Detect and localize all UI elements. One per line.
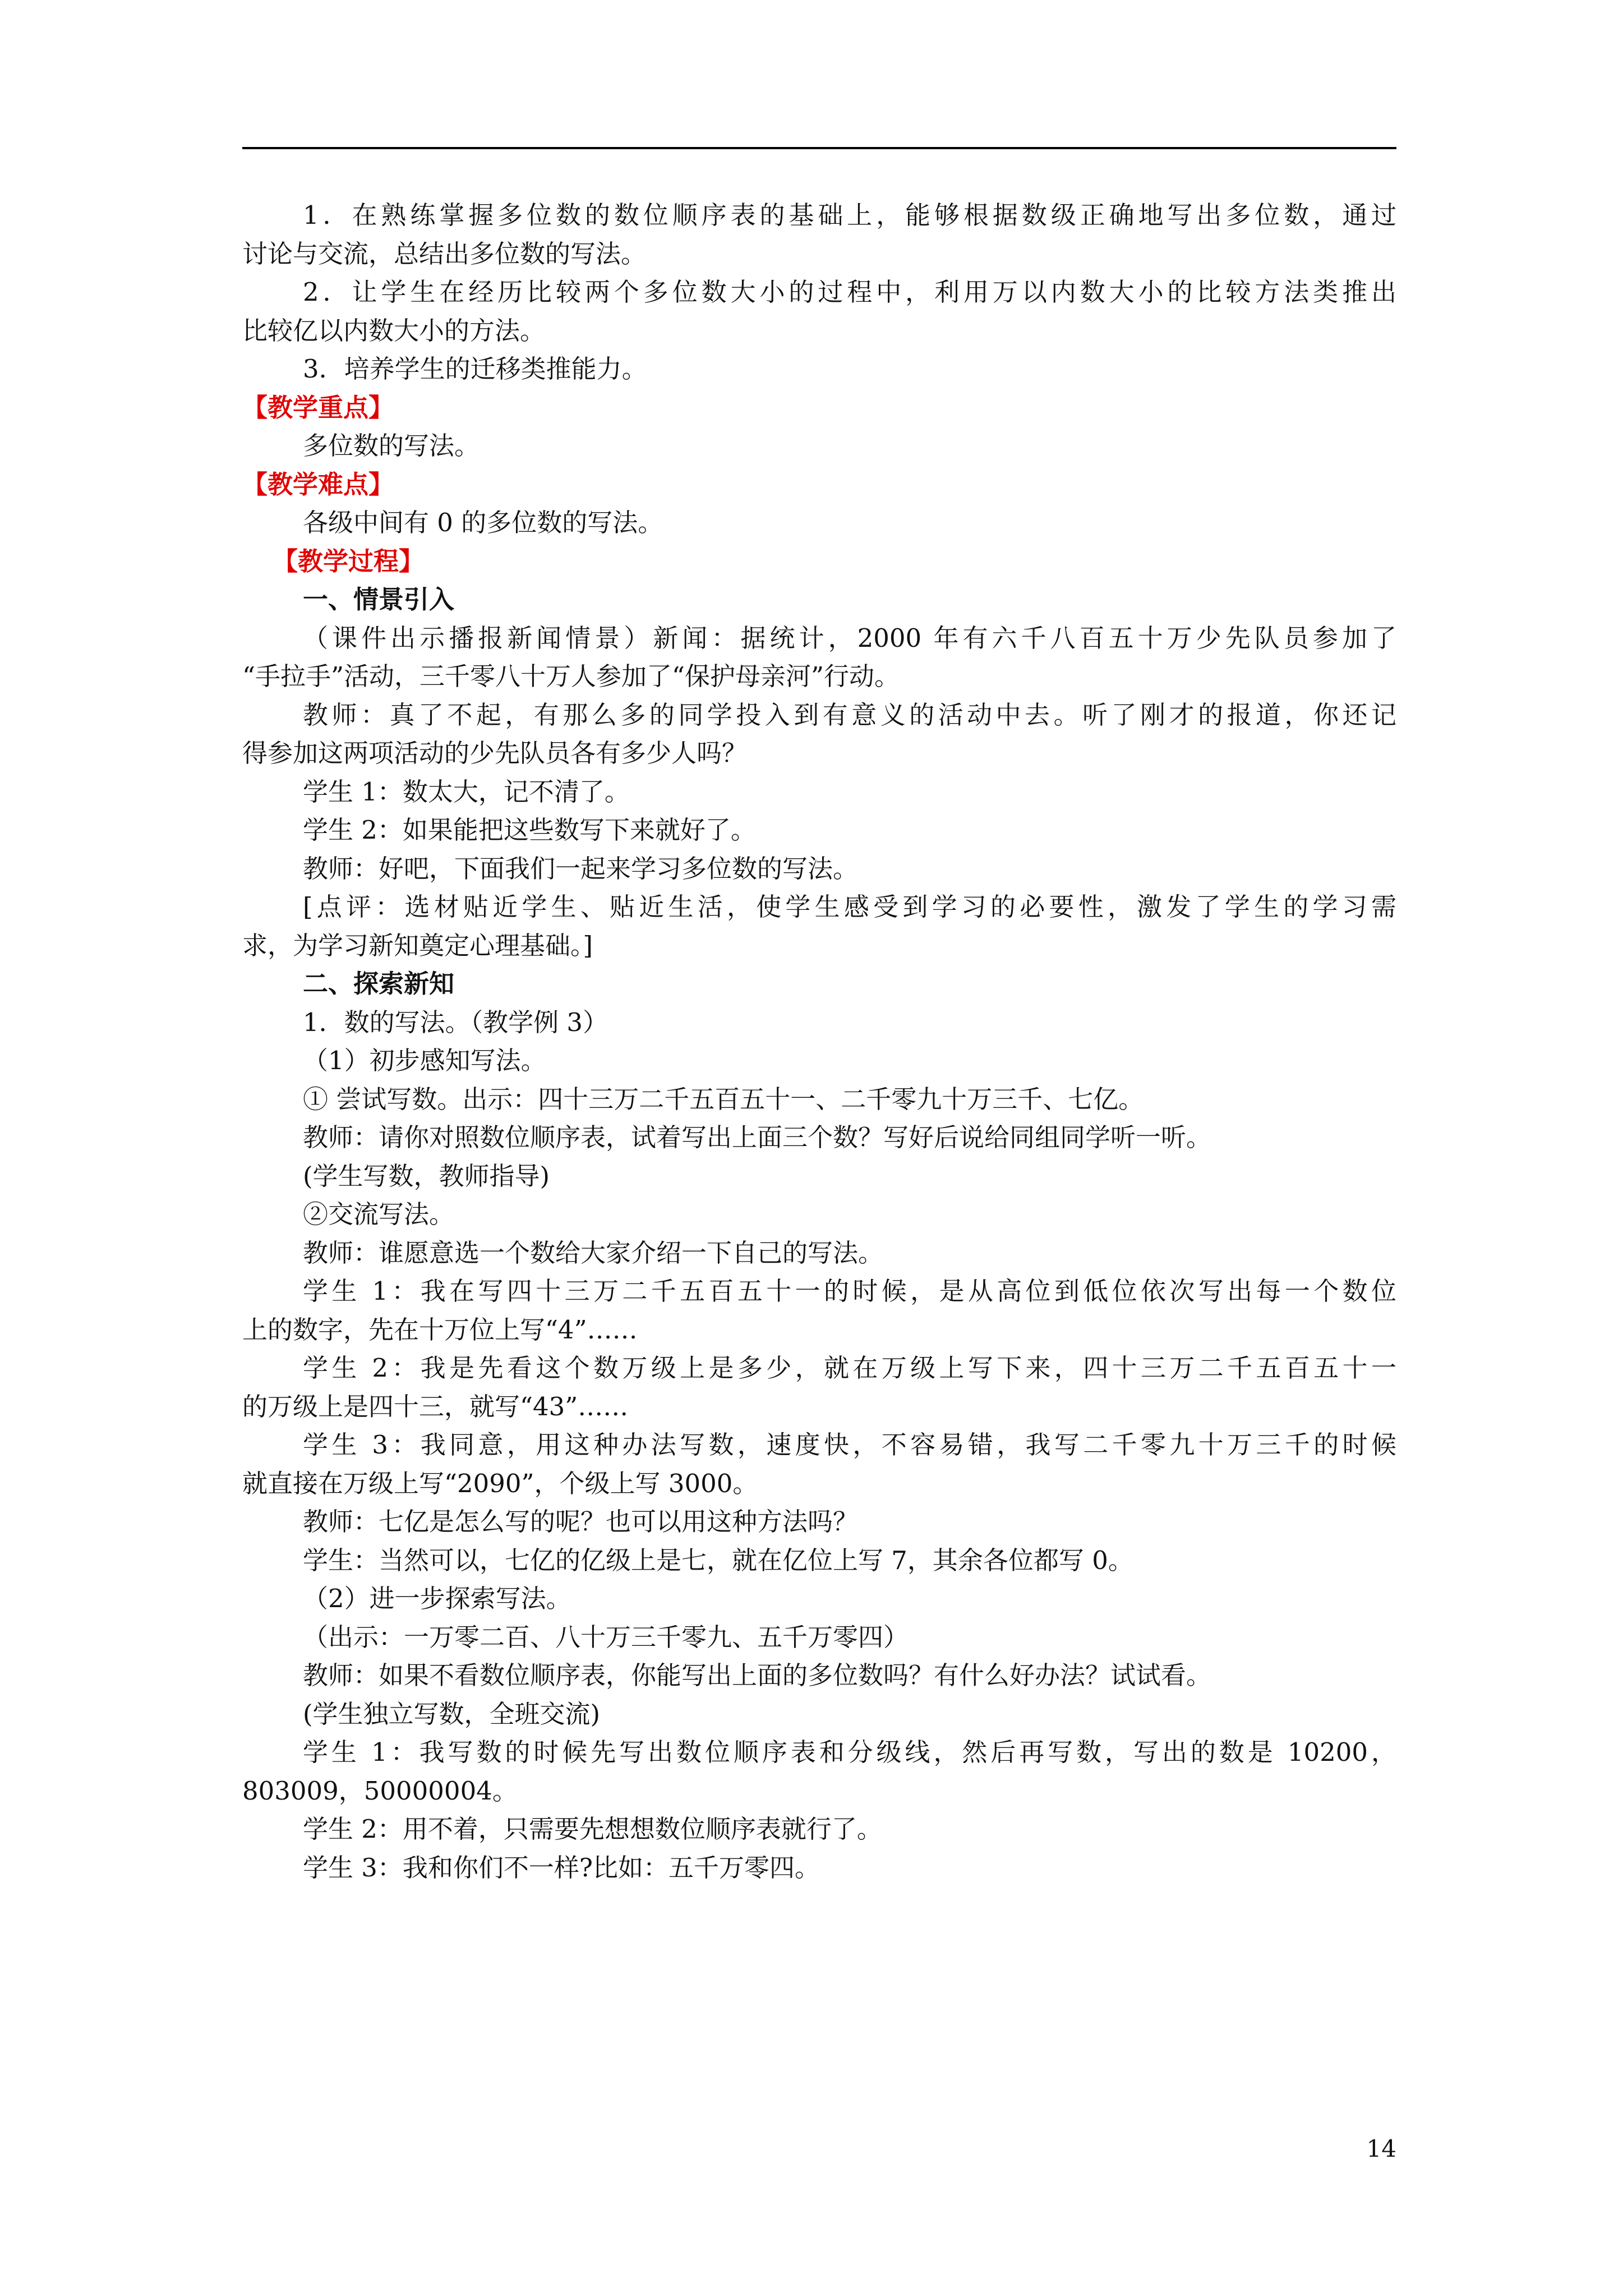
- text-line: 上的数字，先在十万位上写“4”……: [242, 1314, 638, 1345]
- text-line: （1）初步感知写法。: [303, 1046, 546, 1075]
- text-line: 学生：当然可以，七亿的亿级上是七，就在亿位上写 7，其余各位都写 0。: [303, 1545, 1133, 1575]
- text-line: 1．在熟练掌握多位数的数位顺序表的基础上，能够根据数级正确地写出多位数，通过: [303, 200, 1396, 230]
- subsection-heading: 二、探索新知: [303, 969, 455, 999]
- text-line: 学生 3：我和你们不一样?比如：五千万零四。: [303, 1852, 820, 1883]
- text-line: 教师：请你对照数位顺序表，试着写出上面三个数？写好后说给同组同学听一听。: [303, 1122, 1212, 1152]
- section-heading: 【教学重点】: [242, 392, 394, 422]
- header-rule: [242, 147, 1396, 149]
- text-line: 学生 3：我同意，用这种办法写数，速度快，不容易错，我写二千零九十万三千的时候: [303, 1430, 1396, 1460]
- text-line: 803009，50000004。: [242, 1775, 518, 1806]
- text-line: ②交流写法。: [303, 1199, 455, 1229]
- text-line: （课件出示播报新闻情景）新闻：据统计，2000 年有六千八百五十万少先队员参加了: [303, 623, 1396, 653]
- text-line: 教师：好吧，下面我们一起来学习多位数的写法。: [303, 853, 859, 884]
- text-line: （出示：一万零二百、八十万三千零九、五千万零四）: [303, 1622, 909, 1652]
- text-line: 教师：谁愿意选一个数给大家介绍一下自己的写法。: [303, 1237, 884, 1268]
- section-heading: 【教学难点】: [242, 469, 394, 499]
- text-line: 多位数的写法。: [303, 431, 480, 461]
- text-line: 教师：如果不看数位顺序表，你能写出上面的多位数吗？有什么好办法？试试看。: [303, 1660, 1212, 1690]
- text-line: 学生 1：数太大，记不清了。: [303, 776, 630, 807]
- section-heading: 【教学过程】: [273, 546, 425, 576]
- text-line: 2．让学生在经历比较两个多位数大小的过程中，利用万以内数大小的比较方法类推出: [303, 277, 1396, 307]
- text-line: （2）进一步探索写法。: [303, 1584, 571, 1613]
- text-line: (学生写数，教师指导): [303, 1161, 550, 1191]
- text-line: 1．数的写法。（教学例 3）: [303, 1007, 608, 1037]
- text-line: 就直接在万级上写“2090”，个级上写 3000。: [242, 1468, 758, 1498]
- text-line: [点评：选材贴近学生、贴近生活，使学生感受到学习的必要性，激发了学生的学习需: [303, 892, 1396, 922]
- text-line: 得参加这两项活动的少先队员各有多少人吗？: [242, 738, 748, 768]
- text-line: 各级中间有 0 的多位数的写法。: [303, 508, 663, 537]
- text-line: 教师：七亿是怎么写的呢？也可以用这种方法吗？: [303, 1507, 859, 1536]
- text-line: 比较亿以内数大小的方法。: [242, 315, 546, 346]
- text-line: 学生 2：如果能把这些数写下来就好了。: [303, 815, 756, 845]
- text-line: 讨论与交流，总结出多位数的写法。: [242, 238, 647, 269]
- text-line: 教师：真了不起，有那么多的同学投入到有意义的活动中去。听了刚才的报道，你还记: [303, 700, 1396, 730]
- subsection-heading: 一、情景引入: [303, 585, 455, 614]
- text-line: ① 尝试写数。出示：四十三万二千五百五十一、二千零九十万三千、七亿。: [303, 1084, 1144, 1114]
- text-line: 学生 1：我写数的时候先写出数位顺序表和分级线，然后再写数，写出的数是 10200，: [303, 1737, 1396, 1767]
- text-line: “手拉手”活动，三千零八十万人参加了“保护母亲河”行动。: [242, 661, 900, 691]
- text-line: 求，为学习新知奠定心理基础。]: [242, 930, 593, 960]
- page-content: [242, 196, 1396, 1887]
- text-line: 学生 2：我是先看这个数万级上是多少，就在万级上写下来，四十三万二千五百五十一: [303, 1353, 1396, 1383]
- text-line: 学生 2：用不着，只需要先想想数位顺序表就行了。: [303, 1814, 882, 1844]
- text-line: 学生 1：我在写四十三万二千五百五十一的时候，是从高位到低位依次写出每一个数位: [303, 1276, 1396, 1306]
- page-number: 14: [1366, 2135, 1396, 2162]
- text-line: (学生独立写数，全班交流): [303, 1699, 601, 1729]
- text-line: 3．培养学生的迁移类推能力。: [303, 354, 647, 384]
- text-line: 的万级上是四十三，就写“43”……: [242, 1391, 629, 1421]
